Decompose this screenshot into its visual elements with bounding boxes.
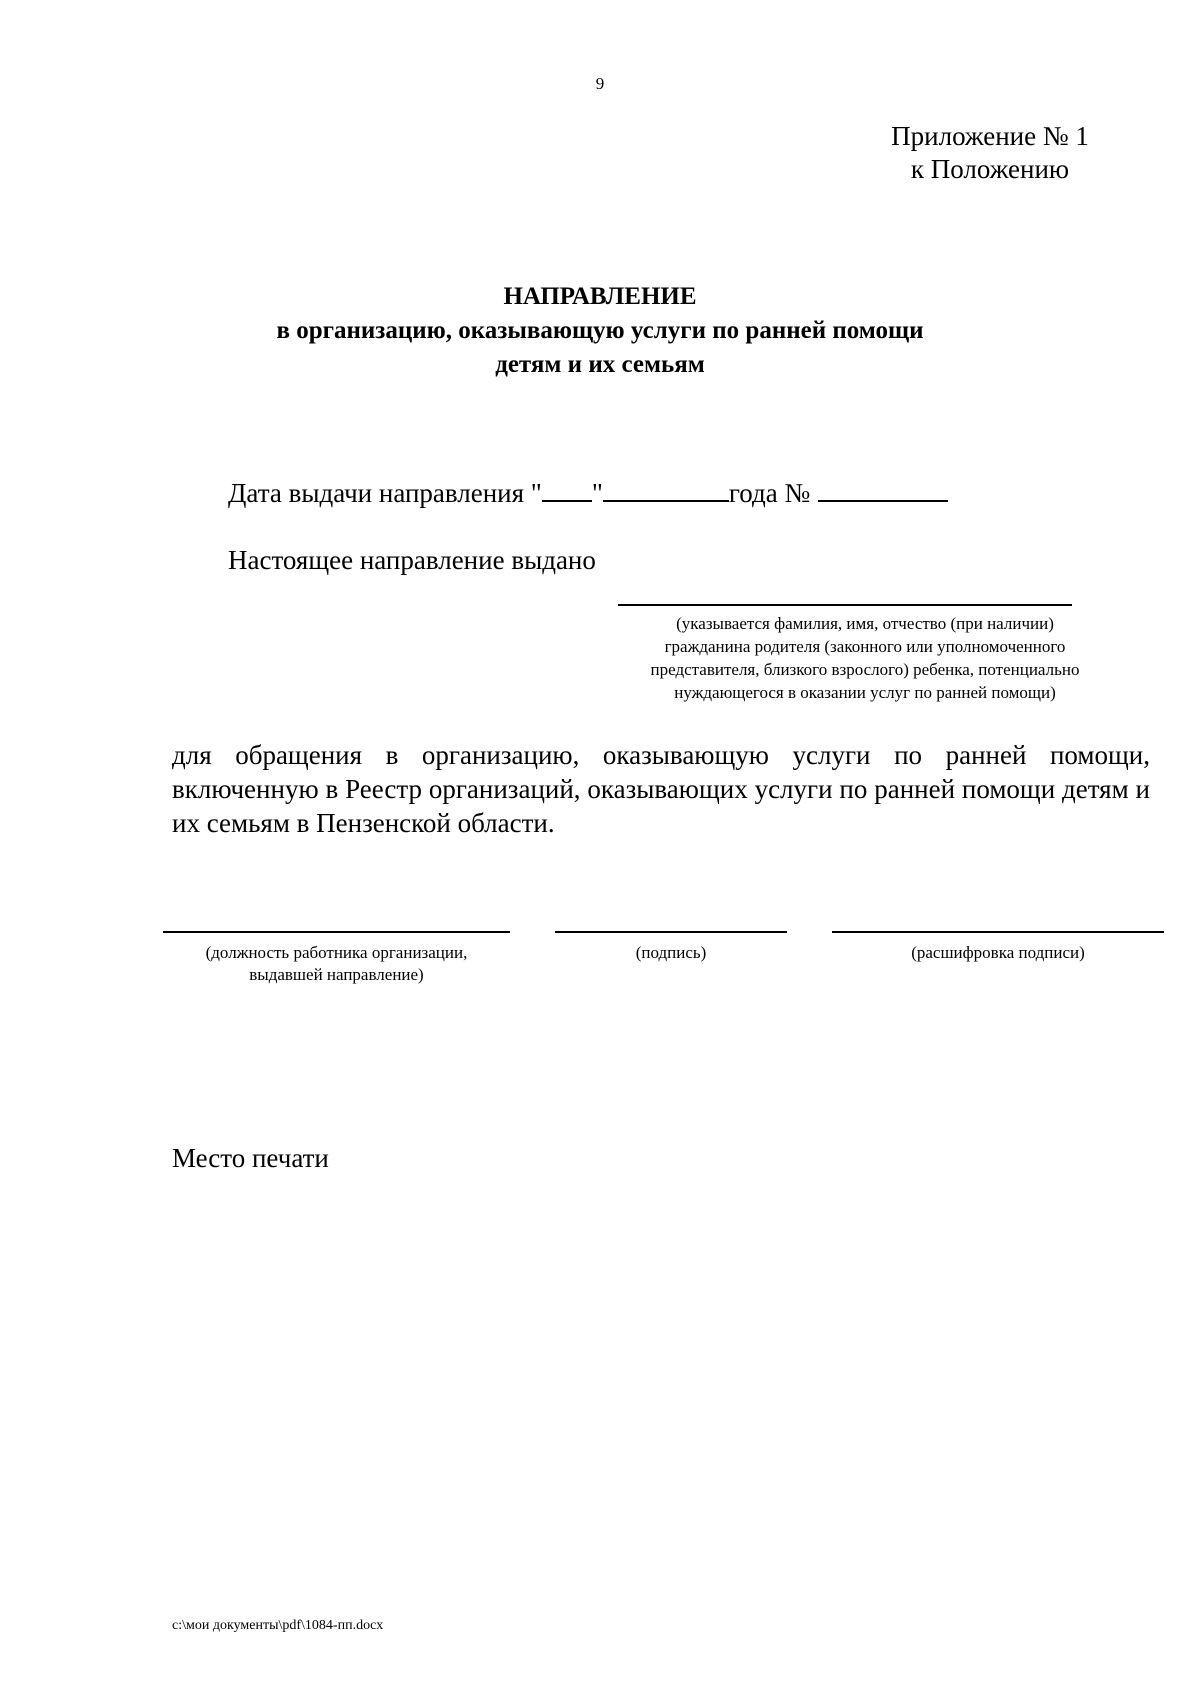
name-hint-line-1: (указывается фамилия, имя, отчество (при наличии) — [676, 614, 1054, 633]
decoding-signature-line[interactable] — [832, 931, 1164, 933]
purpose-paragraph: для обращения в организацию, оказывающую услуги по ранней помощи, включенную в Реестр организаций, оказывающих услуги по ранней помощи детям и их семьям в Пензенской области. — [172, 740, 1150, 838]
name-hint-line-3: представителя, близкого взрослого) ребенка, потенциально — [650, 660, 1080, 679]
page-number: 9 — [595, 74, 605, 93]
position-caption-line-1: (должность работника организации, — [205, 943, 468, 962]
date-quote-close: " — [591, 478, 603, 508]
appendix-line-1: Приложение № 1 — [891, 121, 1089, 151]
footer-file-path: c:\мои документы\pdf\1084-пп.docx — [172, 1618, 384, 1633]
document-title — [170, 280, 1030, 382]
signature-line[interactable] — [555, 931, 787, 933]
stamp-place-label: Место печати — [172, 1143, 329, 1173]
issue-date-line — [228, 478, 948, 509]
appendix-reference — [850, 120, 1130, 186]
title-line-3: детям и их семьям — [495, 351, 705, 378]
year-number-label: года № — [728, 478, 811, 508]
title-line-1: НАПРАВЛЕНИЕ — [503, 283, 697, 310]
recipient-name-hint — [580, 612, 1150, 704]
signature-caption: (подпись) — [635, 943, 707, 962]
month-blank-field[interactable] — [603, 478, 729, 502]
title-line-2: в организацию, оказывающую услуги по ранней помощи — [276, 317, 924, 344]
position-caption-line-2: выдавшей направление) — [249, 965, 424, 984]
name-hint-line-2: гражданина родителя (законного или уполномоченного — [664, 637, 1066, 656]
position-caption — [143, 942, 530, 986]
position-signature-line[interactable] — [163, 931, 510, 933]
day-blank-field[interactable] — [542, 478, 592, 502]
issued-to-label: Настоящее направление выдано — [228, 545, 596, 575]
number-blank-field[interactable] — [818, 478, 948, 502]
date-prefix: Дата выдачи направления " — [228, 478, 542, 508]
appendix-line-2: к Положению — [910, 154, 1070, 184]
decoding-caption: (расшифровка подписи) — [911, 943, 1085, 962]
recipient-name-field[interactable] — [618, 604, 1072, 606]
name-hint-line-4: нуждающегося в оказании услуг по ранней помощи) — [674, 683, 1056, 702]
